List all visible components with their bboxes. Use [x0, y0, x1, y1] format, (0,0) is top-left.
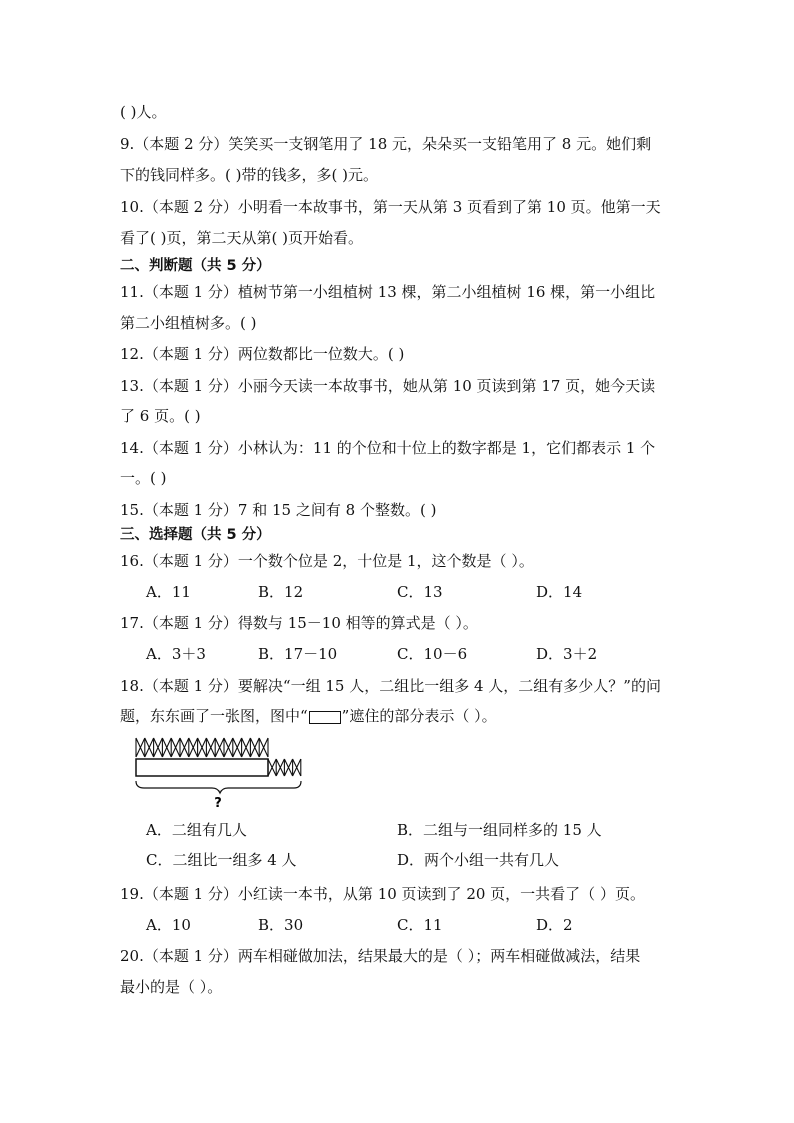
- tally-mark: [284, 759, 292, 776]
- tally-mark: [233, 738, 242, 757]
- option-18-c: C．二组比一组多 4 人: [146, 851, 297, 869]
- question-14-line-1: 14.（本题 1 分）小林认为：11 的个位和十位上的数字都是 1，它们都表示 1 个: [120, 439, 656, 457]
- question-13-line-2: 了 6 页。( ): [120, 407, 201, 425]
- option-19-b: B．30: [258, 916, 304, 934]
- question-10-line-2: 看了( )页，第二天从第( )页开始看。: [120, 229, 363, 247]
- tally-mark: [259, 738, 268, 757]
- option-19-c: C．11: [397, 916, 443, 934]
- option-17-a: A．3＋3: [146, 645, 206, 663]
- group-one-bar: [136, 759, 268, 776]
- question-18-line-2: [120, 706, 497, 726]
- question-20-line-1: 20.（本题 1 分）两车相碰做加法，结果最大的是（ ）；两车相碰做减法，结果: [120, 947, 641, 965]
- question-10-line-1: 10.（本题 2 分）小明看一本故事书，第一天从第 3 页看到了第 10 页。他第一天: [120, 198, 661, 216]
- tally-mark: [293, 759, 301, 776]
- option-19-a: A．10: [146, 916, 191, 934]
- section-3-heading: 三、选择题（共 5 分）: [120, 527, 271, 543]
- option-16-d: D．14: [536, 583, 583, 601]
- line-continuation: ( )人。: [120, 103, 167, 121]
- question-15: 15.（本题 1 分）7 和 15 之间有 8 个整数。( ): [120, 501, 437, 519]
- group-one-marks: [136, 738, 268, 757]
- section-2-heading: 二、判断题（共 5 分）: [120, 258, 271, 274]
- question-11-line-2: 第二小组植树多。( ): [120, 314, 257, 332]
- option-16-c: C．13: [397, 583, 443, 601]
- option-17-b: B．17－10: [258, 645, 338, 663]
- tally-mark: [145, 738, 154, 757]
- question-9-line-2: 下的钱同样多。( )带的钱多，多( )元。: [120, 166, 378, 184]
- question-18-line-2-end: ”遮住的部分表示（ ）。: [341, 707, 497, 725]
- question-12: 12.（本题 1 分）两位数都比一位数大。( ): [120, 345, 405, 363]
- option-16-a: A．11: [146, 583, 191, 601]
- tally-mark: [162, 738, 171, 757]
- covered-box-icon: [309, 711, 341, 724]
- option-17-c: C．10－6: [397, 645, 468, 663]
- tally-mark: [250, 738, 259, 757]
- question-18-line-1: 18.（本题 1 分）要解决“一组 15 人，二组比一组多 4 人，二组有多少人？”的问: [120, 677, 661, 695]
- question-14-line-2: 一。( ): [120, 469, 167, 487]
- question-16: 16.（本题 1 分）一个数个位是 2，十位是 1，这个数是（ ）。: [120, 552, 534, 570]
- question-mark-label: ?: [214, 796, 222, 811]
- option-19-d: D．2: [536, 916, 573, 934]
- tally-mark: [171, 738, 180, 757]
- question-9-line-1: 9.（本题 2 分）笑笑买一支钢笔用了 18 元，朵朵买一支铅笔用了 8 元。她们剩: [120, 135, 652, 153]
- option-16-b: B．12: [258, 583, 304, 601]
- question-19: 19.（本题 1 分）小红读一本书，从第 10 页读到了 20 页，一共看了（ ）页。: [120, 885, 645, 903]
- tally-mark: [136, 738, 145, 757]
- tally-mark: [189, 738, 198, 757]
- total-brace: [136, 781, 301, 793]
- question-11-line-1: 11.（本题 1 分）植树节第一小组植树 13 棵，第二小组植树 16 棵，第一小组比: [120, 283, 656, 301]
- question-17: 17.（本题 1 分）得数与 15－10 相等的算式是（ ）。: [120, 614, 478, 632]
- tally-mark: [180, 738, 189, 757]
- option-17-d: D．3＋2: [536, 645, 598, 663]
- grouping-diagram: [134, 735, 306, 811]
- tally-mark: [215, 738, 224, 757]
- tally-mark: [268, 759, 276, 776]
- tally-mark: [242, 738, 251, 757]
- option-18-d: D．两个小组一共有几人: [397, 851, 560, 869]
- question-18-line-2-start: 题，东东画了一张图，图中“: [120, 707, 308, 725]
- option-18-a: A．二组有几人: [146, 821, 247, 839]
- tally-mark: [276, 759, 284, 776]
- question-20-line-2: 最小的是（ ）。: [120, 978, 223, 996]
- tally-mark: [224, 738, 233, 757]
- question-13-line-1: 13.（本题 1 分）小丽今天读一本故事书，她从第 10 页读到第 17 页，她今天读: [120, 377, 656, 395]
- tally-mark: [206, 738, 215, 757]
- tally-mark: [154, 738, 163, 757]
- option-18-b: B．二组与一组同样多的 15 人: [397, 821, 602, 839]
- extra-marks: [268, 759, 301, 776]
- tally-mark: [198, 738, 207, 757]
